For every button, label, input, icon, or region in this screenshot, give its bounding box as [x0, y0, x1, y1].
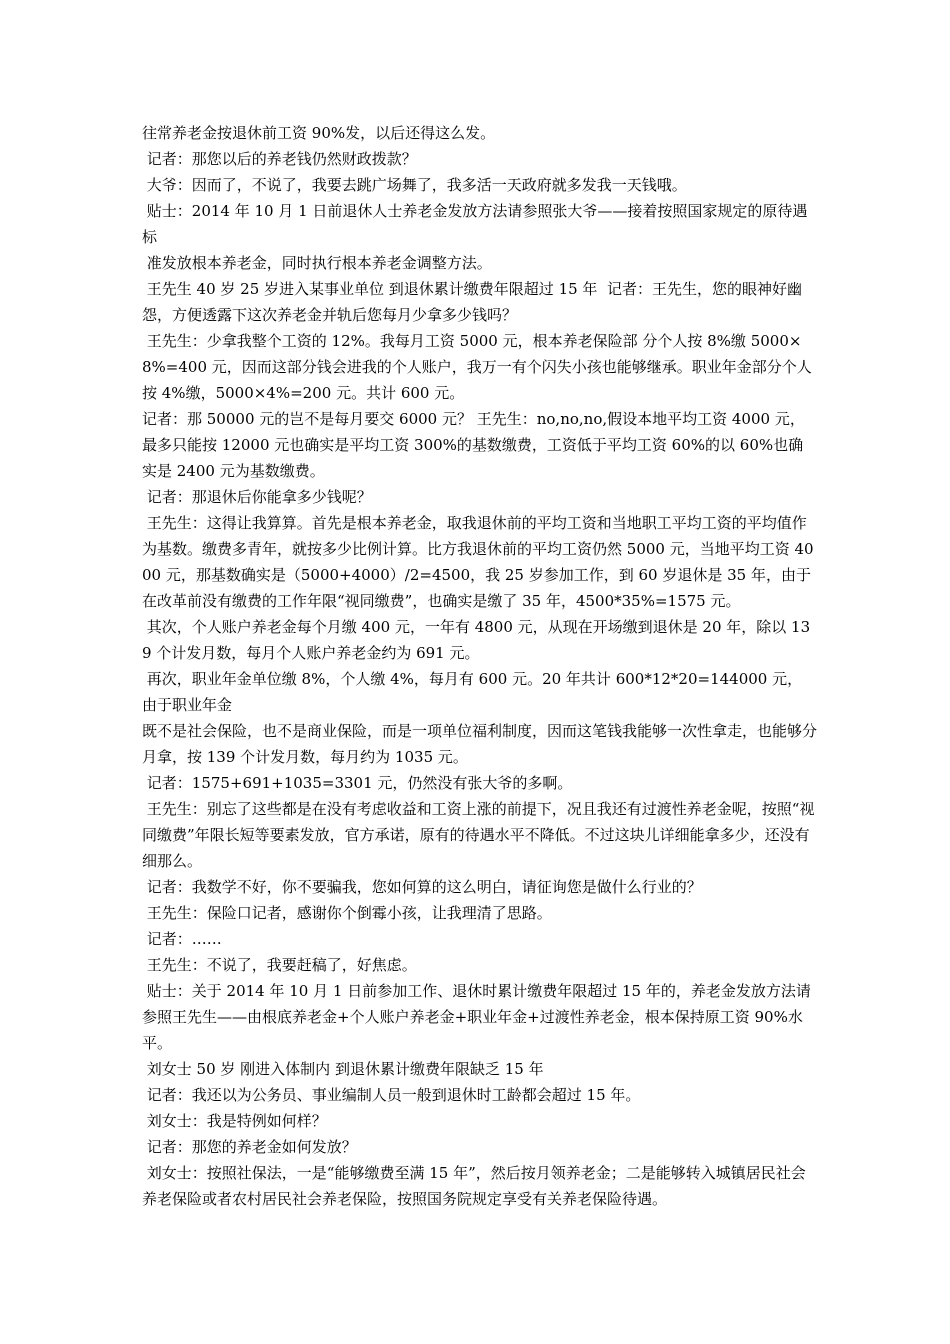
- paragraph: 往常养老金按退休前工资 90%发，以后还得这么发。: [142, 124, 496, 142]
- paragraph: 王先生 40 岁 25 岁进入某事业单位 到退休累计缴费年限超过 15 年 记者：王先生，您的眼神好幽怨，方便透露下这次养老金并轨后您每月少拿多少钱吗？: [142, 280, 802, 324]
- paragraph: 王先生：别忘了这些都是在没有考虑收益和工资上涨的前提下，况且我还有过渡性养老金呢，按照“视同缴费”年限长短等要素发放，官方承诺，原有的待遇水平不降低。不过这块儿详细能拿多少，还没有细那么。: [142, 800, 815, 870]
- paragraph: 刘女士 50 岁 刚进入体制内 到退休累计缴费年限缺乏 15 年: [142, 1060, 544, 1078]
- paragraph: 王先生：这得让我算算。首先是根本养老金，取我退休前的平均工资和当地职工平均工资的平均值作为基数。缴费多青年，就按多少比例计算。比方我退休前的平均工资仍然 5000 元，当地平均工资 4000 元，那基数确实是（5000+4000）/2=4500，我 25 岁参加工作，到 60 岁退休是 35 年，由于在改革前没有缴费的工作年限“视同缴费”，也确实是缴了 35 年，4500*35%=1575 元。: [142, 514, 814, 610]
- paragraph: 贴士：2014 年 10 月 1 日前退休人士养老金发放方法请参照张大爷——接着按照国家规定的原待遇标: [142, 202, 808, 246]
- paragraph: 大爷：因而了，不说了，我要去跳广场舞了，我多活一天政府就多发我一天钱哦。: [142, 176, 687, 194]
- paragraph: 既不是社会保险，也不是商业保险，而是一项单位福利制度，因而这笔钱我能够一次性拿走，也能够分月拿，按 139 个计发月数，每月约为 1035 元。: [142, 722, 818, 766]
- paragraph: 记者：我数学不好，你不要骗我，您如何算的这么明白，请征询您是做什么行业的？: [142, 878, 702, 896]
- paragraph: 记者：那退休后你能拿多少钱呢？: [142, 488, 372, 506]
- paragraph: 刘女士：按照社保法，一是“能够缴费至满 15 年”，然后按月领养老金；二是能够转入城镇居民社会养老保险或者农村居民社会养老保险，按照国务院规定享受有关养老保险待遇。: [142, 1164, 806, 1208]
- paragraph: 记者：1575+691+1035=3301 元，仍然没有张大爷的多啊。: [142, 774, 573, 792]
- paragraph: 记者：那您以后的养老钱仍然财政拨款？: [142, 150, 417, 168]
- paragraph: 其次，个人账户养老金每个月缴 400 元，一年有 4800 元，从现在开场缴到退休是 20 年，除以 139 个计发月数，每月个人账户养老金约为 691 元。: [142, 618, 811, 662]
- paragraph: 准发放根本养老金，同时执行根本养老金调整方法。: [142, 254, 492, 272]
- paragraph: 记者：那 50000 元的岂不是每月要交 6000 元？ 王先生：no,no,no,假设本地平均工资 4000 元，最多只能按 12000 元也确实是平均工资 300%的基数缴费，工资低于平均工资 60%的以 60%也确实是 2400 元为基数缴费。: [142, 410, 805, 480]
- paragraph: 再次，职业年金单位缴 8%，个人缴 4%，每月有 600 元。20 年共计 600*12*20=144000 元，由于职业年金: [142, 670, 803, 714]
- document-body: [142, 120, 817, 1212]
- paragraph: 记者：那您的养老金如何发放？: [142, 1138, 357, 1156]
- paragraph: 记者：我还以为公务员、事业编制人员一般到退休时工龄都会超过 15 年。: [142, 1086, 641, 1104]
- paragraph: 贴士：关于 2014 年 10 月 1 日前参加工作、退休时累计缴费年限超过 15 年的，养老金发放方法请参照王先生——由根底养老金+个人账户养老金+职业年金+过渡性养老金，根本保持原工资 90%水平。: [142, 982, 811, 1052]
- paragraph: 王先生：不说了，我要赶稿了，好焦虑。: [142, 956, 417, 974]
- paragraph: 刘女士：我是特例如何样？: [142, 1112, 327, 1130]
- paragraph: 王先生：少拿我整个工资的 12%。我每月工资 5000 元，根本养老保险部 分个人按 8%缴 5000×8%=400 元，因而这部分钱会进我的个人账户，我万一有个闪失小孩也能够继承。职业年金部分个人按 4%缴，5000×4%=200 元。共计 600 元。: [142, 332, 812, 402]
- paragraph: 王先生：保险口记者，感谢你个倒霉小孩，让我理清了思路。: [142, 904, 552, 922]
- paragraph: 记者：……: [142, 930, 222, 948]
